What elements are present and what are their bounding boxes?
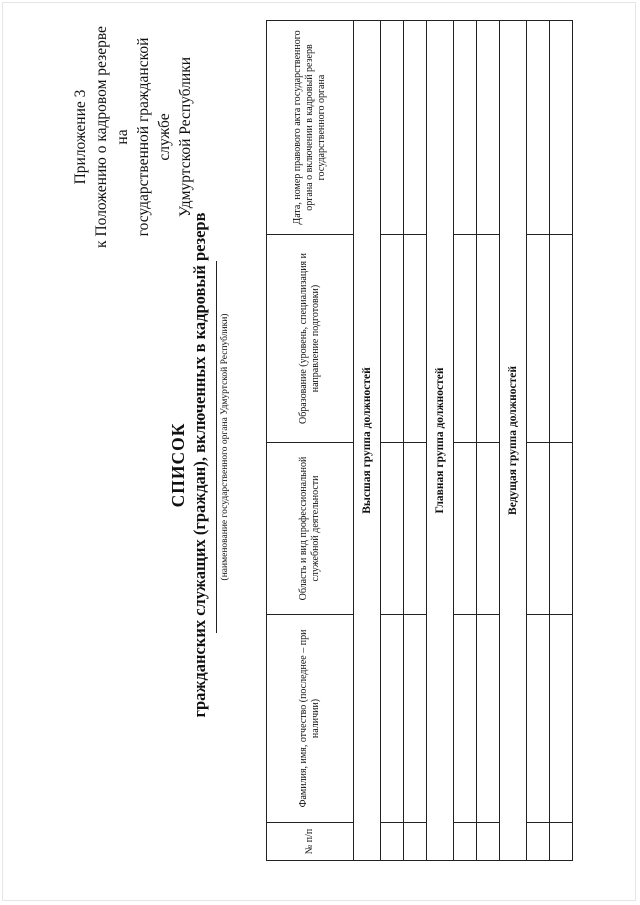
table-row — [550, 21, 573, 861]
table-cell — [404, 615, 427, 823]
title-main: СПИСОК — [168, 422, 188, 508]
table-cell — [404, 235, 427, 443]
group-row-highest — [354, 21, 381, 861]
table-cell — [381, 823, 404, 861]
table-cell — [527, 615, 550, 823]
appendix-line-1: Приложение 3 — [72, 89, 89, 185]
header-activity-area: Область и вид профессиональной служебной деятельности — [267, 443, 354, 615]
table-cell — [477, 615, 500, 823]
reserve-table — [266, 20, 573, 861]
table-cell — [381, 443, 404, 615]
header-education: Образование (уровень, специализация и направление подготовки) — [267, 235, 354, 443]
table-cell — [404, 21, 427, 235]
group-label-leading: Ведущая группа должностей — [500, 21, 527, 861]
appendix-line-2: к Положению о кадровом резерве на — [93, 26, 131, 248]
appendix-line-4: Удмуртской Республики — [177, 56, 194, 218]
table-cell — [404, 823, 427, 861]
table-cell — [454, 615, 477, 823]
table-row — [404, 21, 427, 861]
table-cell — [454, 21, 477, 235]
table-cell — [527, 235, 550, 443]
group-label-highest: Высшая группа должностей — [354, 21, 381, 861]
header-legal-act: Дата, номер правового акта государственного органа о включении в кадровый резерв государственного органа — [267, 21, 354, 235]
group-row-leading — [500, 21, 527, 861]
table-cell — [454, 823, 477, 861]
document-title — [168, 115, 210, 815]
table-row — [381, 21, 404, 861]
table-cell — [527, 823, 550, 861]
table-row — [477, 21, 500, 861]
table-cell — [381, 235, 404, 443]
table-cell — [477, 823, 500, 861]
header-number: № п/п — [267, 823, 354, 861]
table-row — [454, 21, 477, 861]
table-cell — [477, 21, 500, 235]
table-cell — [550, 615, 573, 823]
table-cell — [454, 235, 477, 443]
table-cell — [550, 21, 573, 235]
table-cell — [381, 21, 404, 235]
table-cell — [527, 21, 550, 235]
table-cell — [550, 235, 573, 443]
header-full-name: Фамилия, имя, отчество (последнее – при наличии) — [267, 615, 354, 823]
table-cell — [454, 443, 477, 615]
table-cell — [381, 615, 404, 823]
group-row-main — [427, 21, 454, 861]
table-row — [527, 21, 550, 861]
table-cell — [550, 443, 573, 615]
table-cell — [477, 235, 500, 443]
table-cell — [527, 443, 550, 615]
group-label-main: Главная группа должностей — [427, 21, 454, 861]
table-cell — [477, 443, 500, 615]
table-header-row — [267, 21, 354, 861]
appendix-line-3: государственной гражданской службе — [135, 37, 173, 237]
table-cell — [550, 823, 573, 861]
table-cell — [404, 443, 427, 615]
title-sub: гражданских служащих (граждан), включенных в кадровый резерв — [190, 212, 209, 718]
org-name-line: (наименование государственного органа Удмуртской Республики) — [216, 261, 230, 633]
